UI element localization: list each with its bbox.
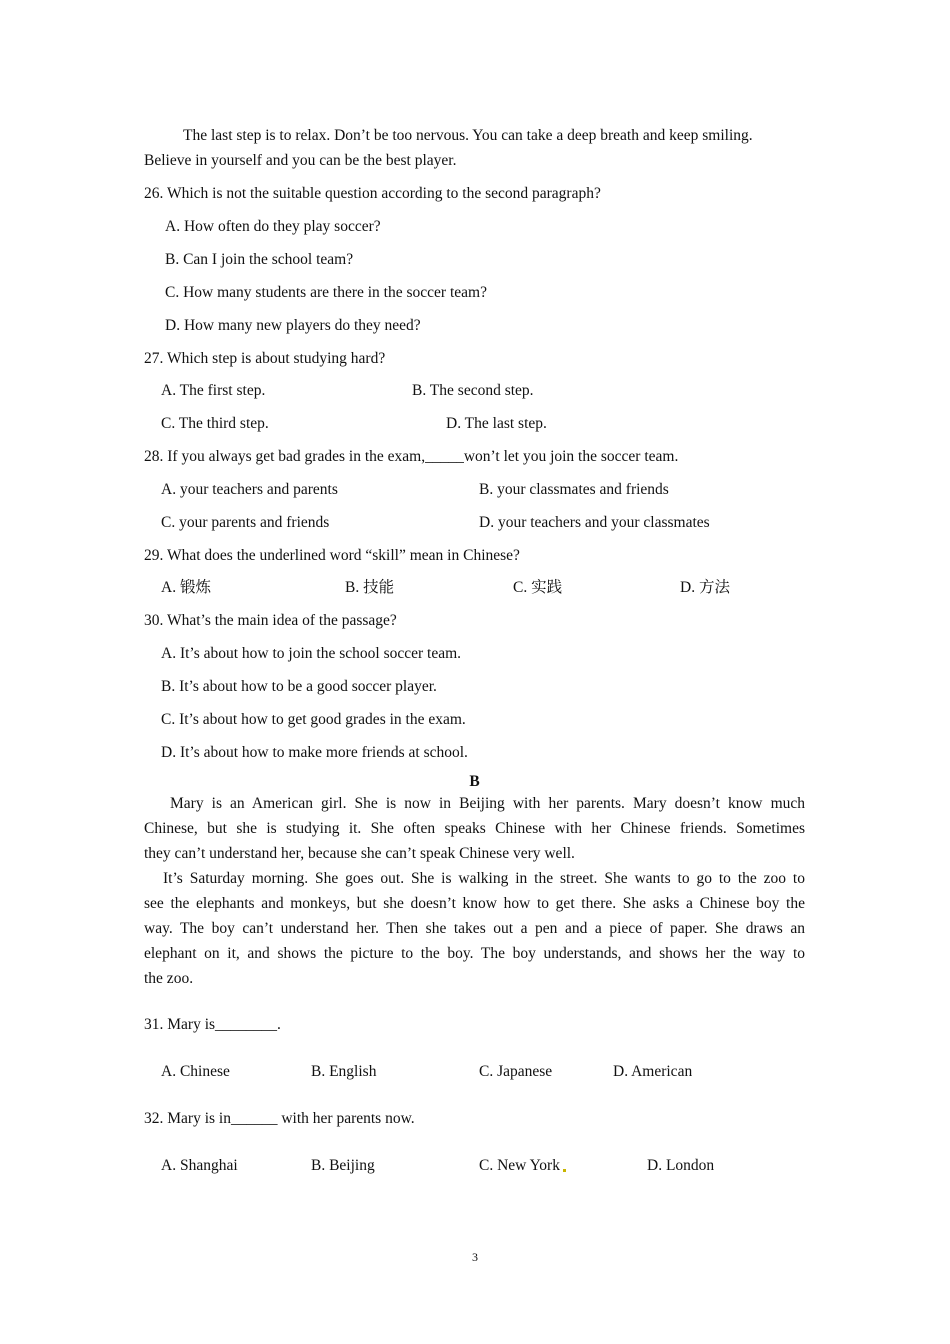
option-29-d: D. 方法 <box>680 579 730 596</box>
decorative-dot <box>563 1169 566 1172</box>
question-stem-28: 28. If you always get bad grades in the exam,_____won’t let you join the soccer team. <box>144 448 679 465</box>
option-30-c: C. It’s about how to get good grades in the exam. <box>161 711 466 728</box>
option-32-b: B. Beijing <box>311 1157 375 1174</box>
option-30-a: A. It’s about how to join the school soccer team. <box>161 645 462 662</box>
option-26-d: D. How many new players do they need? <box>165 317 421 334</box>
question-stem-26: 26. Which is not the suitable question according to the second paragraph? <box>144 185 601 202</box>
passage-line: Mary is an American girl. She is now in Beijing with her parents. Mary doesn’t know much <box>170 795 805 812</box>
option-29-b: B. 技能 <box>345 579 395 596</box>
passage-line: way. The boy can’t understand her. Then she takes out a pen and a piece of paper. She draws an <box>144 920 805 937</box>
passage-line: see the elephants and monkeys, but she doesn’t know how to get there. She asks a Chinese boy the <box>144 895 805 912</box>
option-28-d: D. your teachers and your classmates <box>479 514 710 531</box>
option-26-b: B. Can I join the school team? <box>165 251 354 268</box>
passage-line: It’s Saturday morning. She goes out. She is walking in the street. She wants to go to the zoo to <box>163 870 805 887</box>
question-stem-31: 31. Mary is________. <box>144 1016 281 1033</box>
option-32-d: D. London <box>647 1157 715 1174</box>
question-stem-32: 32. Mary is in______ with her parents now. <box>144 1110 415 1127</box>
question-stem-27: 27. Which step is about studying hard? <box>144 350 386 367</box>
passage-line: The last step is to relax. Don’t be too nervous. You can take a deep breath and keep smiling. <box>183 127 753 144</box>
passage-line: Believe in yourself and you can be the best player. <box>144 152 457 169</box>
option-31-b: B. English <box>311 1063 377 1080</box>
option-27-b: B. The second step. <box>412 382 534 399</box>
option-31-a: A. Chinese <box>161 1063 230 1080</box>
option-31-d: D. American <box>613 1063 693 1080</box>
option-28-a: A. your teachers and parents <box>161 481 338 498</box>
passage-line: the zoo. <box>144 970 194 987</box>
passage-line: elephant on it, and shows the picture to the boy. The boy understands, and shows her the way to <box>144 945 805 962</box>
option-27-d: D. The last step. <box>446 415 547 432</box>
page-number: 3 <box>472 1250 478 1264</box>
option-27-c: C. The third step. <box>161 415 269 432</box>
option-31-c: C. Japanese <box>479 1063 553 1080</box>
section-heading: B <box>469 773 480 790</box>
option-27-a: A. The first step. <box>161 382 266 399</box>
option-26-a: A. How often do they play soccer? <box>165 218 381 235</box>
option-26-c: C. How many students are there in the soccer team? <box>165 284 487 301</box>
option-29-c: C. 实践 <box>513 579 563 596</box>
option-28-b: B. your classmates and friends <box>479 481 669 498</box>
option-30-b: B. It’s about how to be a good soccer player. <box>161 678 437 695</box>
option-32-a: A. Shanghai <box>161 1157 238 1174</box>
passage-line: Chinese, but she is studying it. She often speaks Chinese with her Chinese friends. Sometimes <box>144 820 805 837</box>
option-32-c: C. New York <box>479 1157 560 1174</box>
option-28-c: C. your parents and friends <box>161 514 330 531</box>
question-stem-30: 30. What’s the main idea of the passage? <box>144 612 397 629</box>
passage-line: they can’t understand her, because she can’t speak Chinese very well. <box>144 845 575 862</box>
option-29-a: A. 锻炼 <box>161 579 211 596</box>
question-stem-29: 29. What does the underlined word “skill” mean in Chinese? <box>144 547 520 564</box>
option-32-c-wrap <box>479 1156 566 1176</box>
option-30-d: D. It’s about how to make more friends at school. <box>161 744 468 761</box>
